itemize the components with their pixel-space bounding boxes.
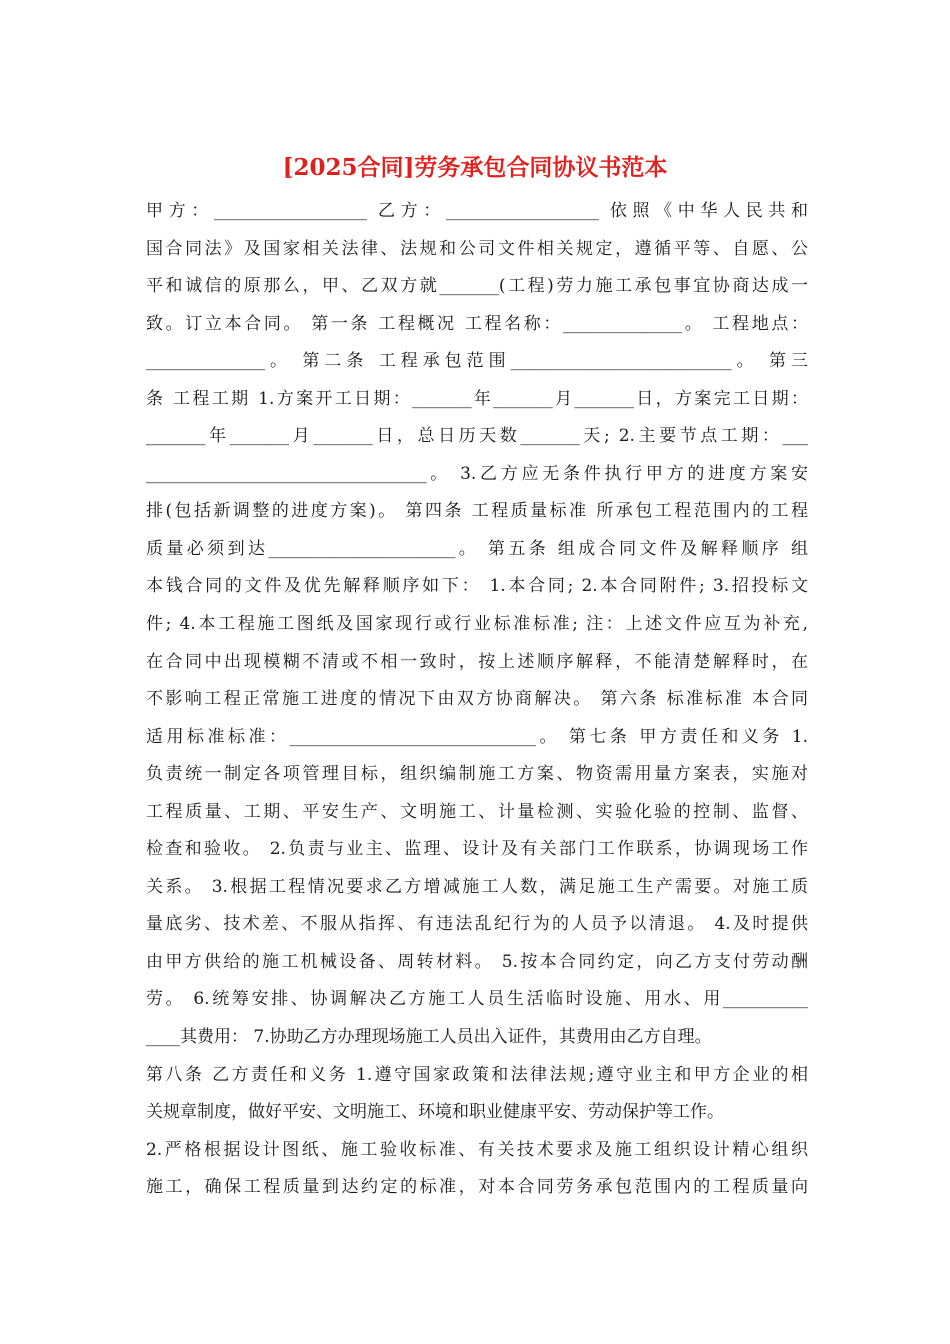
text-line: 适用标准标准：_____________________________。 第七条 甲方责任和义务 1. (146, 726, 808, 747)
text-line: 在合同中出现模糊不清或不相一致时，按上述顺序解释，不能清楚解释时，在 (146, 651, 808, 672)
text-line: ______________。 第二条 工程承包范围__________________________。 第三 (146, 351, 808, 372)
text-line: 件; 4.本工程施工图纸及国家现行或行业标准标准; 注：上述文件应互为补充, (146, 614, 808, 635)
text-line: 排(包括新调整的进度方案)。 第四条 工程质量标准 所承包工程范围内的工程 (146, 501, 808, 522)
text-line: 国合同法》及国家相关法律、法规和公司文件相关规定，遵循平等、自愿、公 (146, 238, 808, 259)
text-line: 负责统一制定各项管理目标，组织编制施工方案、物资需用量方案表，实施对 (146, 764, 808, 785)
text-line: 关规章制度，做好平安、文明施工、环境和职业健康平安、劳动保护等工作。 (146, 1102, 724, 1123)
text-line: 关系。 3.根据工程情况要求乙方增减施工人数，满足施工生产需要。对施工质 (146, 876, 808, 897)
text-line: 由甲方供给的施工机械设备、周转材料。 5.按本合同约定，向乙方支付劳动酬 (146, 951, 808, 972)
text-line: 甲方：__________________ 乙方：__________________ 依照《中华人民共和 (146, 201, 808, 221)
text-line: ____其费用： 7.协助乙方办理现场施工人员出入证件，其费用由乙方自理。 (146, 1027, 712, 1048)
document-title: [2025合同]劳务承包合同协议书范本 (282, 154, 668, 181)
text-line: 检查和验收。 2.负责与业主、监理、设计及有关部门工作联系，协调现场工作 (146, 839, 808, 860)
text-line: 施工，确保工程质量到达约定的标准，对本合同劳务承包范围内的工程质量向 (146, 1177, 808, 1198)
text-line: 劳。 6.统筹安排、协调解决乙方施工人员生活临时设施、用水、用__________ (146, 989, 808, 1010)
text-line: 量底劣、技术差、不服从指挥、有违法乱纪行为的人员予以清退。 4.及时提供 (146, 914, 808, 935)
text-line: 致。订立本合同。 第一条 工程概况 工程名称：______________。 工程地点： (146, 313, 808, 334)
text-line: 平和诚信的原那么，甲、乙双方就_______(工程)劳力施工承包事宜协商达成一 (146, 276, 808, 297)
text-line: 条 工程工期 1.方案开工日期：_______年_______月_______日，方案完工日期： (146, 388, 808, 409)
text-line: 质量必须到达______________________。 第五条 组成合同文件及解释顺序 组 (146, 538, 808, 559)
contract-body (146, 193, 808, 1207)
text-line: _________________________________。 3.乙方应无条件执行甲方的进度方案安 (146, 463, 808, 484)
text-line: 第八条 乙方责任和义务 1.遵守国家政策和法律法规;遵守业主和甲方企业的相 (146, 1064, 808, 1085)
text-line: 工程质量、工期、平安生产、文明施工、计量检测、实验化验的控制、监督、 (146, 801, 808, 822)
text-line: 不影响工程正常施工进度的情况下由双方协商解决。 第六条 标准标准 本合同 (146, 689, 808, 710)
text-line: _______年_______月_______日，总日历天数_______天; 2.主要节点工期：___ (146, 426, 808, 447)
text-line: 本钱合同的文件及优先解释顺序如下： 1.本合同; 2.本合同附件; 3.招投标文 (146, 576, 808, 597)
text-line: 2.严格根据设计图纸、施工验收标准、有关技术要求及施工组织设计精心组织 (146, 1139, 808, 1160)
